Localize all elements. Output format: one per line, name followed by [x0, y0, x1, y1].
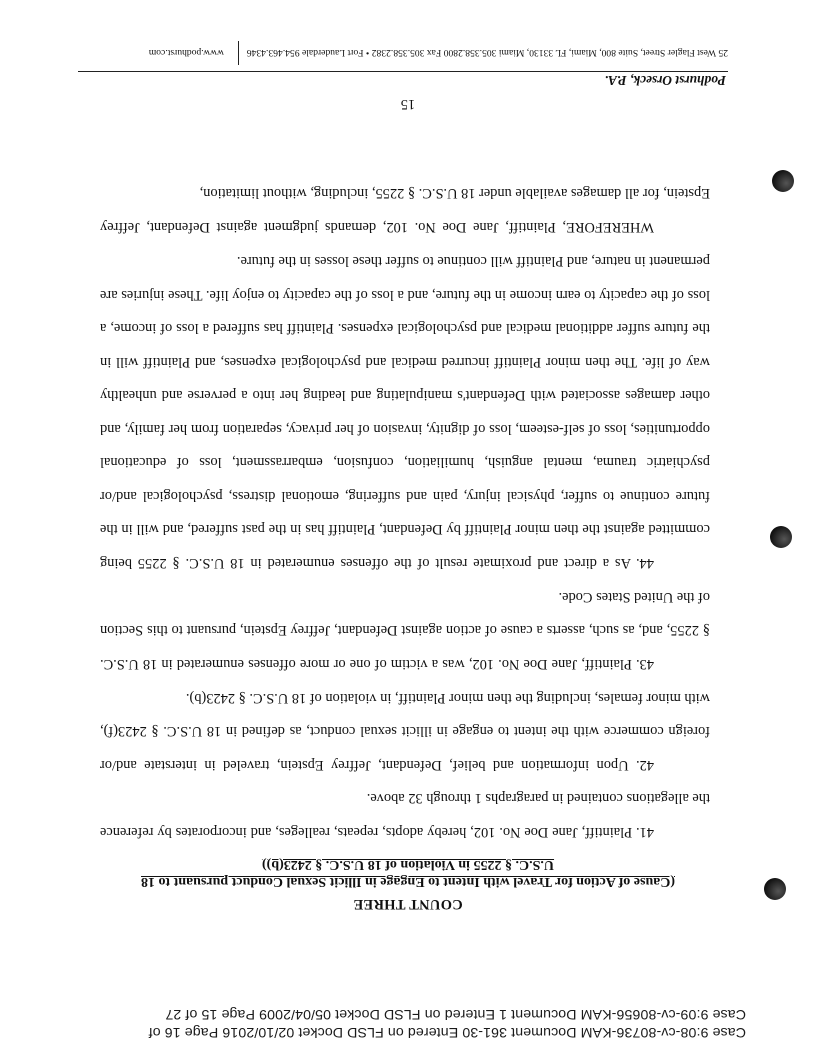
paragraph-42-text: 42. Upon information and belief, Defendant, Jeffrey Epstein, traveled in interstate and/or foreign commerce with the intent to engage in illicit sexual conduct, as defined in 18 U.S.C. § 2423(f), with minor females, including the then minor Plaintiff, in violation of 18 U.S.C. § 2423(b). [100, 690, 710, 773]
wherefore-clause-text: WHEREFORE, Plaintiff, Jane Doe No. 102, demands judgment against Defendant, Jeffrey Epstein, for all damages available under 18 U.S.C. § 2255, including, without limitation, [100, 185, 710, 235]
law-firm-name: Podhurst Orseck, P.A. [604, 73, 726, 88]
paragraph-44 [100, 244, 710, 579]
paragraph-44-text: 44. As a direct and proximate result of the offenses enumerated in 18 U.S.C. § 2255 being committed against the then minor Plaintiff by Defendant, Plaintiff has in the past suffered, and will in the future continue to suffer, physical injury, pain and suffering, emotional distress, psychological and/or psychiatric trauma, mental anguish, humiliation, confusion, embarrassment, loss of educational opportunities, loss of self-esteem, loss of dignity, invasion of her privacy, separation from her family, and other damages associated with Defendant's manipulating and leading her into a perverse and unhealthy way of life. The then minor Plaintiff incurred medical and psychological expenses, and Plaintiff will in the future suffer additional medical and psychological expenses. Plaintiff has suffered a loss of income, a loss of the capacity to earn income in the future, and a loss of the capacity to enjoy life. These injuries are permanent in nature, and Plaintiff will continue to suffer these losses in the future. [100, 253, 710, 571]
footer-divider [78, 71, 728, 72]
footer-bar [78, 40, 728, 66]
page-number: 15 [400, 96, 416, 112]
filing-header-line-2: Case 9:09-cv-80656-KAM Document 1 Entered on FLSD Docket 05/04/2009 Page 15 of 27 [165, 1006, 746, 1022]
count-subtitle-line-1: (Cause of Action for Travel with Intent to Engage in Illicit Sexual Conduct pursuant to 18 [141, 874, 675, 889]
count-title: COUNT THREE [353, 896, 463, 912]
paragraph-42 [100, 681, 710, 782]
paragraph-41-text: 41. Plaintiff, Jane Doe No. 102, hereby adopts, repeats, realleges, and incorporates by reference the allegations contained in paragraphs 1 through 32 above. [100, 790, 710, 840]
firm-address: 25 West Flagler Street, Suite 800, Miami, FL 33130, Miami 305.358.2800 Fax 305.358.2382 • Fort Lauderdale 954.463.4346 [246, 47, 728, 59]
punch-hole-mark [772, 170, 794, 192]
paragraph-41 [100, 781, 710, 848]
paragraph-43 [100, 580, 710, 681]
firm-website: www.podhurst.com [148, 47, 224, 59]
paragraph-43-text: 43. Plaintiff, Jane Doe No. 102, was a victim of one or more offenses enumerated in 18 U.S.C. § 2255, and, as such, asserts a cause of action against Defendant, Jeffrey Epstein, pursuant to this Section of the United States Code. [100, 589, 710, 672]
count-subtitle-line-2: U.S.C. § 2255 in Violation of 18 U.S.C. § 2423(b)) [261, 857, 555, 872]
footer-separator [238, 41, 239, 65]
wherefore-clause [100, 176, 710, 243]
punch-hole-mark [770, 526, 792, 548]
filing-header-line-1: Case 9:08-cv-80736-KAM Document 361-30 Entered on FLSD Docket 02/10/2016 Page 16 of [148, 1024, 746, 1040]
count-subtitle [0, 856, 816, 890]
